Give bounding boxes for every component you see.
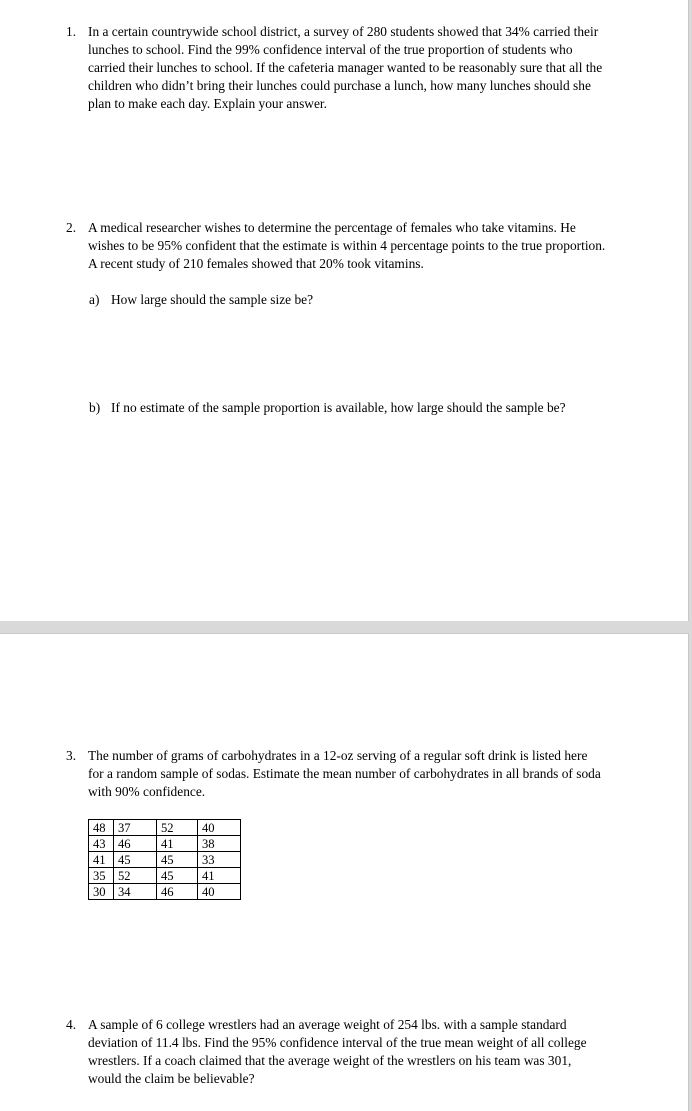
problem-3 — [66, 747, 606, 801]
table-cell: 38 — [198, 836, 241, 852]
problem-text: The number of grams of carbohydrates in a 12-oz serving of a regular soft drink is listed here for a random sample of sodas. Estimate the mean number of carbohydrates in all brands of soda with 90% confidence. — [88, 748, 601, 799]
problem-text: In a certain countrywide school district, a survey of 280 students showed that 34% carried their lunches to school. Find the 99% confidence interval of the true proportion of students who carried their lunches to school. If the cafeteria manager wanted to be reasonably sure that all the children who didn’t bring their lunches could purchase a lunch, how many lunches should she plan to make each day. Explain your answer. — [88, 24, 603, 111]
table-cell: 46 — [157, 884, 198, 900]
problem-2 — [66, 219, 606, 273]
table-cell: 46 — [114, 836, 157, 852]
problem-2-part-a — [89, 291, 629, 309]
part-text: How large should the sample size be? — [111, 292, 314, 307]
table-cell: 48 — [88, 819, 114, 836]
problem-text: A medical researcher wishes to determine the percentage of females who take vitamins. He wishes to be 95% confident that the estimate is within 4 percentage points to the true proportion. A recent study of 210 females showed that 20% took vitamins. — [88, 220, 606, 271]
problem-number: 1. — [66, 24, 77, 39]
table-cell: 41 — [157, 836, 198, 852]
table-cell: 33 — [198, 852, 241, 868]
table-cell: 52 — [157, 819, 198, 836]
problem-text: A sample of 6 college wrestlers had an average weight of 254 lbs. with a sample standard deviation of 11.4 lbs. Find the 95% confidence interval of the true mean weight of all college wrestlers. If a coach claimed that the average weight of the wrestlers on his team was 301, would the claim be believable? — [88, 1017, 587, 1086]
part-label: a) — [89, 292, 100, 307]
table-row — [88, 884, 241, 900]
table-cell: 40 — [198, 884, 241, 900]
table-cell: 45 — [157, 852, 198, 868]
table-cell: 37 — [114, 819, 157, 836]
table-cell: 52 — [114, 868, 157, 884]
part-label: b) — [89, 400, 101, 415]
problem-number: 3. — [66, 748, 77, 763]
table-cell: 35 — [88, 868, 114, 884]
table-row — [88, 819, 241, 836]
table-cell: 43 — [88, 836, 114, 852]
table-cell: 34 — [114, 884, 157, 900]
part-text: If no estimate of the sample proportion is available, how large should the sample be? — [111, 400, 566, 415]
document-page-2 — [0, 633, 689, 1111]
table-cell: 41 — [88, 852, 114, 868]
problem-4 — [66, 1016, 606, 1088]
carbohydrates-table — [88, 819, 241, 900]
table-cell: 45 — [114, 852, 157, 868]
table-row — [88, 852, 241, 868]
problem-number: 2. — [66, 220, 77, 235]
table-row — [88, 836, 241, 852]
table-cell: 30 — [88, 884, 114, 900]
table-cell: 41 — [198, 868, 241, 884]
table-cell: 45 — [157, 868, 198, 884]
problem-1 — [66, 23, 606, 113]
table-row — [88, 868, 241, 884]
problem-2-part-b — [89, 399, 629, 417]
table-cell: 40 — [198, 819, 241, 836]
problem-number: 4. — [66, 1017, 77, 1032]
